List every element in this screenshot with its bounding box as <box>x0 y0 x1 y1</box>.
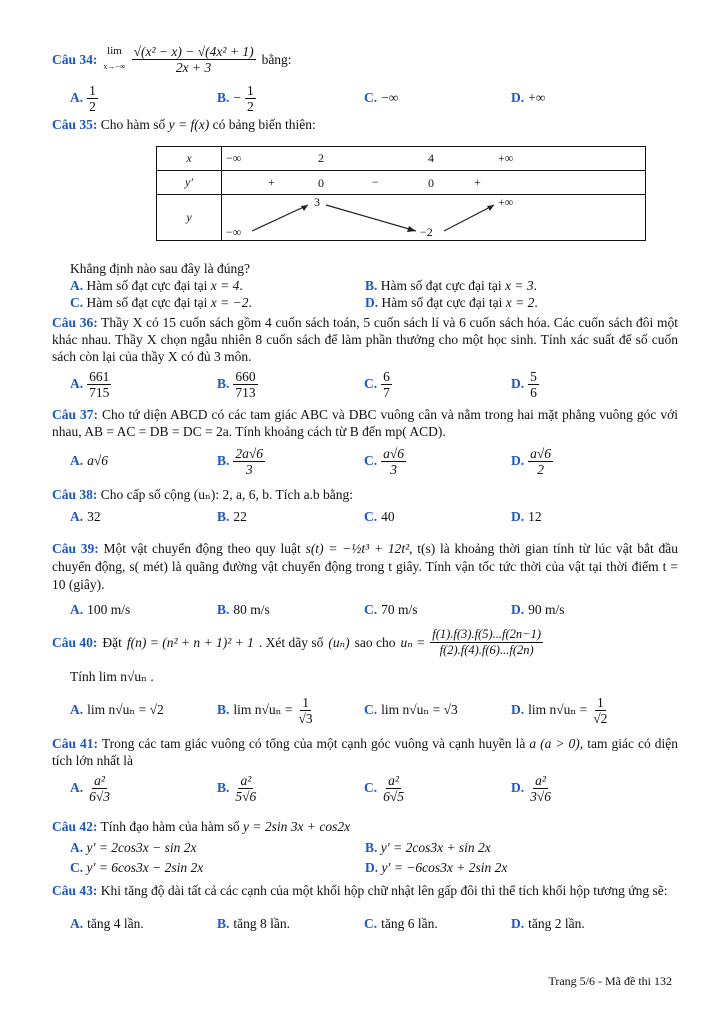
fraction-den: 2 <box>89 98 96 114</box>
option-d[interactable]: D. <box>365 860 379 875</box>
options-43 <box>70 914 678 934</box>
option-d[interactable]: D. <box>511 602 525 617</box>
option-c[interactable]: C. <box>364 90 378 105</box>
y-left: −∞ <box>226 225 242 239</box>
options-38 <box>70 500 678 534</box>
fraction-den: 715 <box>89 384 110 400</box>
fraction-num: a² <box>388 772 399 788</box>
question-text: Khi tăng độ dài tất cả các cạnh của một khối hộp chữ nhật lên gấp đôi thì thể tích khối hộp tương ứng sẽ: <box>100 883 668 898</box>
x-row <box>222 147 646 171</box>
fraction-den: 7 <box>383 384 390 400</box>
option-a[interactable]: A. <box>70 509 84 524</box>
option-a[interactable]: A. <box>70 376 84 391</box>
fraction-num: a² <box>535 772 546 788</box>
option-a[interactable]: A. <box>70 90 84 105</box>
lim-text: lim <box>107 45 122 57</box>
option-value: tăng 8 lần. <box>233 916 291 931</box>
option-a[interactable]: A. <box>70 702 84 717</box>
y-row <box>222 195 646 241</box>
minus: − <box>233 90 242 105</box>
question-34 <box>52 38 678 80</box>
sign: + <box>474 175 481 189</box>
x-val: +∞ <box>498 151 514 165</box>
option-b[interactable]: B. <box>217 602 230 617</box>
fraction-num: 6 <box>383 368 390 384</box>
question-43 <box>52 882 678 899</box>
option-value: −∞ <box>381 90 399 105</box>
question-text-2: . Xét dãy số <box>258 634 324 650</box>
fraction-num: 5 <box>530 368 537 384</box>
fraction-num: 1 <box>302 694 309 710</box>
question-label: Câu 37: <box>52 407 98 422</box>
option-end: . <box>533 278 538 293</box>
option-math: x = 3 <box>505 278 534 293</box>
question-label: Câu 43: <box>52 883 98 898</box>
option-value: 12 <box>528 509 542 524</box>
fraction-den: 6√5 <box>383 788 405 804</box>
option-d[interactable]: D. <box>511 780 525 795</box>
option-text: Hàm số đạt cực đại tại <box>86 278 208 293</box>
option-a[interactable]: A. <box>70 916 84 931</box>
question-text: Đặt <box>102 634 122 650</box>
sign: − <box>372 175 379 189</box>
option-value: tăng 2 lần. <box>528 916 585 931</box>
fraction-num: √(x² − x) − √(4x² + 1) <box>133 43 254 59</box>
fraction-den: 6 <box>530 384 537 400</box>
question-ask: Tính lim n√uₙ . <box>70 669 154 684</box>
question-36 <box>52 314 678 365</box>
question-39 <box>52 540 678 594</box>
question-42 <box>52 818 678 835</box>
option-a[interactable]: A. <box>70 840 84 855</box>
option-c[interactable]: C. <box>70 860 84 875</box>
fraction-den: √3 <box>298 710 313 726</box>
question-tail: có bảng biến thiên: <box>212 117 316 132</box>
option-c[interactable]: C. <box>364 453 378 468</box>
option-b[interactable]: B. <box>217 509 230 524</box>
fraction-den: 6√3 <box>89 788 111 804</box>
options-41 <box>70 766 678 810</box>
fraction-den: f(2).f(4).f(6)...f(2n) <box>439 642 534 657</box>
option-c[interactable]: C. <box>364 916 378 931</box>
fraction-den: 3 <box>390 461 397 477</box>
question-label: Câu 35: <box>52 117 98 132</box>
yprime-header: y′ <box>157 171 222 195</box>
option-d[interactable]: D. <box>511 702 525 717</box>
option-math: x = 2 <box>505 295 535 310</box>
option-d[interactable]: D. <box>511 376 525 391</box>
fraction-den: 3√6 <box>530 788 552 804</box>
option-end: . <box>239 278 243 293</box>
option-b[interactable]: B. <box>217 702 230 717</box>
question-text: Trong các tam giác vuông có tổng của một cạnh góc vuông và cạnh huyền là <box>101 736 526 751</box>
variation-table <box>156 146 646 241</box>
option-b[interactable]: B. <box>217 90 230 105</box>
option-b[interactable]: B. <box>217 780 230 795</box>
sequence: (uₙ) <box>328 634 350 650</box>
y-right: +∞ <box>498 195 514 209</box>
fraction-num: 661 <box>89 368 110 384</box>
option-c[interactable]: C. <box>364 509 378 524</box>
option-value: 70 m/s <box>381 602 418 617</box>
sign: 0 <box>428 176 434 190</box>
option-math: x = 4 <box>210 278 240 293</box>
question-text-3: sao cho <box>354 634 396 650</box>
option-value: y′ = 6cos3x − 2sin 2x <box>86 860 204 875</box>
question-41 <box>52 735 678 769</box>
option-end: . <box>248 295 252 310</box>
option-end: . <box>534 295 538 310</box>
question-label: Câu 40: <box>52 634 98 650</box>
function: y = f(x) <box>168 117 210 132</box>
option-value: 80 m/s <box>233 602 270 617</box>
fraction-num: a√6 <box>530 445 552 461</box>
function: y = 2sin 3x + cos2x <box>243 819 351 834</box>
fraction-den: 2 <box>247 98 254 114</box>
option-value: 90 m/s <box>528 602 565 617</box>
question-text: Cho cấp số cộng (uₙ): 2, a, 6, b. Tích a.b bằng: <box>100 487 354 502</box>
fraction-den: 2 <box>537 461 544 477</box>
option-value: lim n√uₙ = √2 <box>87 702 164 717</box>
fraction-den: 3 <box>245 461 253 477</box>
option-a[interactable]: A. <box>70 453 84 468</box>
un-label: uₙ = <box>400 634 426 650</box>
options-36 <box>70 364 678 404</box>
options-40 <box>70 690 678 730</box>
option-text: Hàm số đạt cực đại tại <box>380 278 502 293</box>
x-header: x <box>157 147 222 171</box>
fraction-num: 2a√6 <box>235 445 264 461</box>
fraction-den: 2x + 3 <box>175 59 212 75</box>
question-label: Câu 39: <box>52 541 99 556</box>
y-header: y <box>157 195 222 241</box>
option-value: y′ = −6cos3x + 2sin 2x <box>381 860 508 875</box>
sign: 0 <box>318 176 324 190</box>
question-text: Một vật chuyển động theo quy luật <box>103 541 301 556</box>
condition: a (a > 0), <box>529 736 584 751</box>
question-label: Câu 34: <box>52 51 98 67</box>
option-b[interactable]: B. <box>217 916 230 931</box>
option-c[interactable]: C. <box>364 602 378 617</box>
option-b[interactable]: B. <box>365 840 378 855</box>
fraction-num: a² <box>94 772 105 788</box>
fraction-den: √2 <box>593 710 608 726</box>
option-text: Hàm số đạt cực đại tại <box>381 295 503 310</box>
option-b[interactable]: B. <box>217 453 230 468</box>
option-c[interactable]: C. <box>364 702 378 717</box>
lim-sub: x→−∞ <box>103 62 126 71</box>
yprime-row <box>222 171 646 195</box>
question-tail: bằng: <box>261 51 292 67</box>
option-value: a√6 <box>87 453 109 468</box>
fraction-num: a² <box>240 772 252 788</box>
option-math: x = −2 <box>210 295 249 310</box>
option-value: 40 <box>381 509 395 524</box>
formula: f(n) = (n² + n + 1)² + 1 <box>126 634 254 650</box>
arrows <box>222 195 642 241</box>
question-text: Cho tứ diện ABCD có các tam giác ABC và DBC vuông cân và nằm trong hai mặt phẳng vuông góc với nhau, AB = AC = DB = DC = 2a. Tính khoảng cách từ B đến mp( ACD). <box>52 407 678 439</box>
question-label: Câu 41: <box>52 736 99 751</box>
options-34 <box>70 78 678 118</box>
page-footer: Trang 5/6 - Mã đề thi 132 <box>548 974 672 988</box>
question-40 <box>52 622 678 662</box>
option-b[interactable]: B. <box>365 278 378 293</box>
option-value: 22 <box>233 509 247 524</box>
question-text: Thầy X có 15 cuốn sách gồm 4 cuốn sách toán, 5 cuốn sách lí và 6 cuốn sách hóa. Các cuốn sách đôi một khác nhau. Thầy X chọn ngẫu nhiên 8 cuốn sách để làm phần thưởng cho một học sinh. Tính xác suất để số cuốn sách còn lại của thầy X có đủ 3 môn. <box>52 315 678 364</box>
question-text-2: , t(s) là khoảng thời gian tính từ lúc vật bắt đầu chuyển động, s( mét) là quãng đường vật chuyển động trong t giây. Tính vận tốc tức thời của vật tại thời điểm t = 10 (giây). <box>52 541 679 592</box>
option-value: 100 m/s <box>87 602 131 617</box>
fraction-num: 1 <box>89 82 96 98</box>
question-text: Cho hàm số <box>100 117 166 132</box>
x-val: 4 <box>428 151 434 165</box>
option-value: +∞ <box>528 90 546 105</box>
question-label: Câu 38: <box>52 487 98 502</box>
option-d[interactable]: D. <box>511 916 525 931</box>
question-label: Câu 42: <box>52 819 98 834</box>
option-a[interactable]: A. <box>70 780 84 795</box>
formula: s(t) = −½t³ + 12t² <box>305 541 410 556</box>
x-val: 2 <box>318 151 324 165</box>
option-value: 32 <box>87 509 101 524</box>
option-value: tăng 6 lần. <box>381 916 438 931</box>
option-c[interactable]: C. <box>364 376 378 391</box>
sign: + <box>268 175 275 189</box>
option-value: lim n√uₙ = √3 <box>381 702 458 717</box>
fraction-num: 1 <box>247 82 254 98</box>
y-max: 3 <box>314 195 320 209</box>
y-min: −2 <box>420 225 433 239</box>
option-b[interactable]: B. <box>217 376 230 391</box>
question-tail: tam giác có diện tích lớn nhất là <box>52 736 678 768</box>
option-d[interactable]: D. <box>511 453 525 468</box>
x-val: −∞ <box>226 151 242 165</box>
option-d[interactable]: D. <box>511 90 525 105</box>
option-c[interactable]: C. <box>364 780 378 795</box>
option-d[interactable]: D. <box>365 295 379 310</box>
option-value: tăng 4 lần. <box>87 916 144 931</box>
option-c[interactable]: C. <box>70 295 84 310</box>
option-value: lim n√uₙ = <box>233 702 293 717</box>
fraction-num: a√6 <box>383 445 405 461</box>
option-text: Hàm số đạt cực đại tại <box>86 295 208 310</box>
option-a[interactable]: A. <box>70 278 84 293</box>
option-a[interactable]: A. <box>70 602 84 617</box>
question-label: Câu 36: <box>52 315 98 330</box>
question-35 <box>52 116 678 133</box>
fraction-num: f(1).f(3).f(5)...f(2n−1) <box>432 626 541 641</box>
fraction-num: 660 <box>235 368 256 384</box>
option-value: y′ = 2cos3x + sin 2x <box>380 840 491 855</box>
question-prompt: Khẳng định nào sau đây là đúng? <box>70 261 250 276</box>
limit <box>103 44 125 74</box>
option-d[interactable]: D. <box>511 509 525 524</box>
option-value: y′ = 2cos3x − sin 2x <box>86 840 197 855</box>
option-value: lim n√uₙ = <box>528 702 588 717</box>
question-text: Tính đạo hàm của hàm số <box>100 819 240 834</box>
limit-fraction <box>132 44 256 75</box>
question-37 <box>52 406 678 440</box>
fraction-den: 713 <box>235 384 256 400</box>
fraction-den: 5√6 <box>235 788 257 804</box>
options-37 <box>70 441 678 481</box>
fraction-num: 1 <box>596 694 604 710</box>
